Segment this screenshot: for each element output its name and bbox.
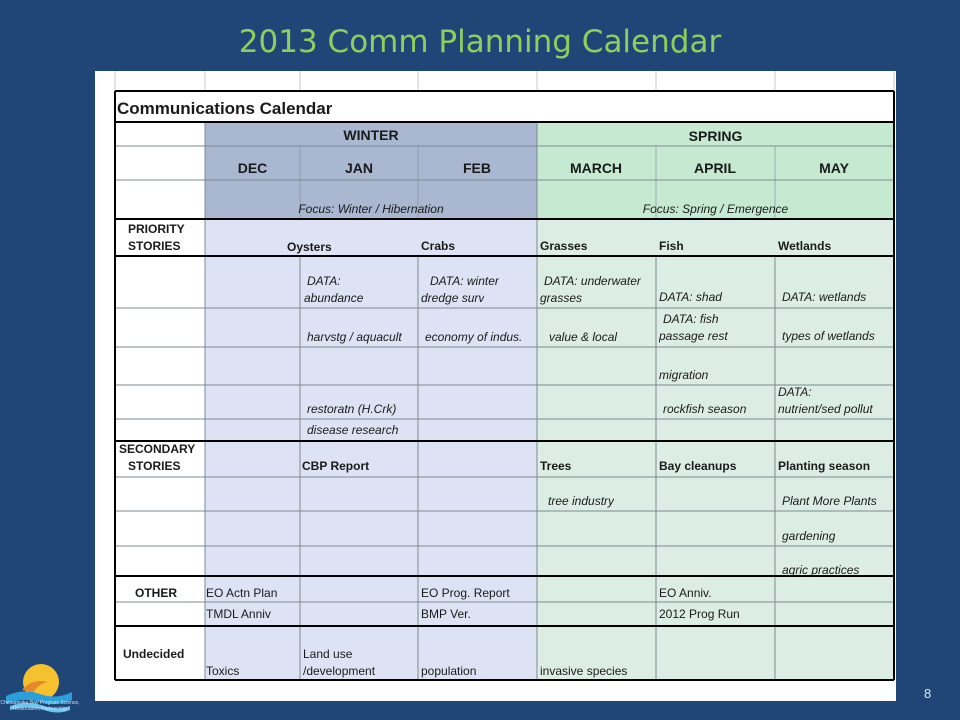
priority-jan-item: abundance xyxy=(304,291,364,305)
priority-header-oysters: Oysters xyxy=(287,240,332,254)
priority-jan-item: harvstg / aquacult xyxy=(307,330,402,344)
priority-header-crabs: Crabs xyxy=(421,239,456,253)
undecided-jan-item: Land use xyxy=(303,647,353,661)
undecided-jan-item: /development xyxy=(303,664,376,678)
month-header-march: MARCH xyxy=(569,160,623,176)
other-label: OTHER xyxy=(135,586,177,600)
priority-feb-item: dredge surv xyxy=(421,291,485,305)
priority-march-item: value & local xyxy=(549,330,618,344)
priority-header-grasses: Grasses xyxy=(540,239,588,253)
undecided-march-item: invasive species xyxy=(540,664,628,678)
month-header-feb: FEB xyxy=(463,160,491,176)
calendar-title: Communications Calendar xyxy=(117,99,333,118)
focus-spring: Focus: Spring / Emergence xyxy=(642,202,789,216)
priority-april-item: passage rest xyxy=(659,329,728,343)
undecided-label: Undecided xyxy=(123,647,185,661)
priority-label: PRIORITY xyxy=(128,222,185,236)
secondary-may-item: agric practices xyxy=(782,563,860,577)
secondary-march-item: tree industry xyxy=(548,494,615,508)
other-feb-item: BMP Ver. xyxy=(421,607,471,621)
priority-label-2: STORIES xyxy=(128,239,181,253)
priority-header-fish: Fish xyxy=(659,239,684,253)
priority-feb-item: economy of indus. xyxy=(425,330,523,344)
priority-april-item: DATA: fish xyxy=(663,312,719,326)
other-feb-item: EO Prog. Report xyxy=(421,586,510,600)
priority-jan-item: DATA: xyxy=(307,274,341,288)
priority-feb-item: DATA: winter xyxy=(430,274,499,288)
priority-jan-item: disease research xyxy=(307,423,399,437)
priority-march-item: DATA: underwater xyxy=(544,274,641,288)
month-header-may: MAY xyxy=(819,160,849,176)
spreadsheet-image xyxy=(95,71,896,701)
secondary-header-bay-cleanups: Bay cleanups xyxy=(659,459,737,473)
season-spring: SPRING xyxy=(688,128,743,144)
season-winter: WINTER xyxy=(343,127,399,143)
month-header-dec: DEC xyxy=(237,160,268,176)
priority-may-item: DATA: wetlands xyxy=(782,290,867,304)
priority-march-item: grasses xyxy=(540,291,583,305)
undecided-dec-item: Toxics xyxy=(206,664,240,678)
secondary-may-item: gardening xyxy=(782,529,836,543)
other-april-item: 2012 Prog Run xyxy=(659,607,740,621)
priority-jan-item: restoratn (H.Crk) xyxy=(307,402,397,416)
focus-winter: Focus: Winter / Hibernation xyxy=(298,202,444,216)
month-header-april: APRIL xyxy=(694,160,736,176)
undecided-feb-item: population xyxy=(421,664,477,678)
priority-april-item: migration xyxy=(659,368,709,382)
secondary-may-item: Plant More Plants xyxy=(782,494,877,508)
priority-may-item: nutrient/sed pollut xyxy=(778,402,873,416)
secondary-header-cbp-report: CBP Report xyxy=(302,459,370,473)
secondary-header-planting-season: Planting season xyxy=(778,459,871,473)
secondary-label-2: STORIES xyxy=(128,459,181,473)
logo-caption: Chesapeake Bay Program Science, Restoration, Partnership xyxy=(0,700,80,712)
other-dec-item: TMDL Anniv xyxy=(206,607,271,621)
priority-may-item: types of wetlands xyxy=(782,329,875,343)
priority-april-item: DATA: shad xyxy=(659,290,722,304)
priority-april-item: rockfish season xyxy=(663,402,747,416)
month-header-jan: JAN xyxy=(344,160,373,176)
secondary-label: SECONDARY xyxy=(119,442,196,456)
priority-header-wetlands: Wetlands xyxy=(778,239,832,253)
other-dec-item: EO Actn Plan xyxy=(206,586,278,600)
secondary-header-trees: Trees xyxy=(540,459,572,473)
priority-may-item: DATA: xyxy=(778,385,812,399)
other-april-item: EO Anniv. xyxy=(659,586,712,600)
page-number: 8 xyxy=(924,686,932,701)
slide-title: 2013 Comm Planning Calendar xyxy=(238,24,722,60)
